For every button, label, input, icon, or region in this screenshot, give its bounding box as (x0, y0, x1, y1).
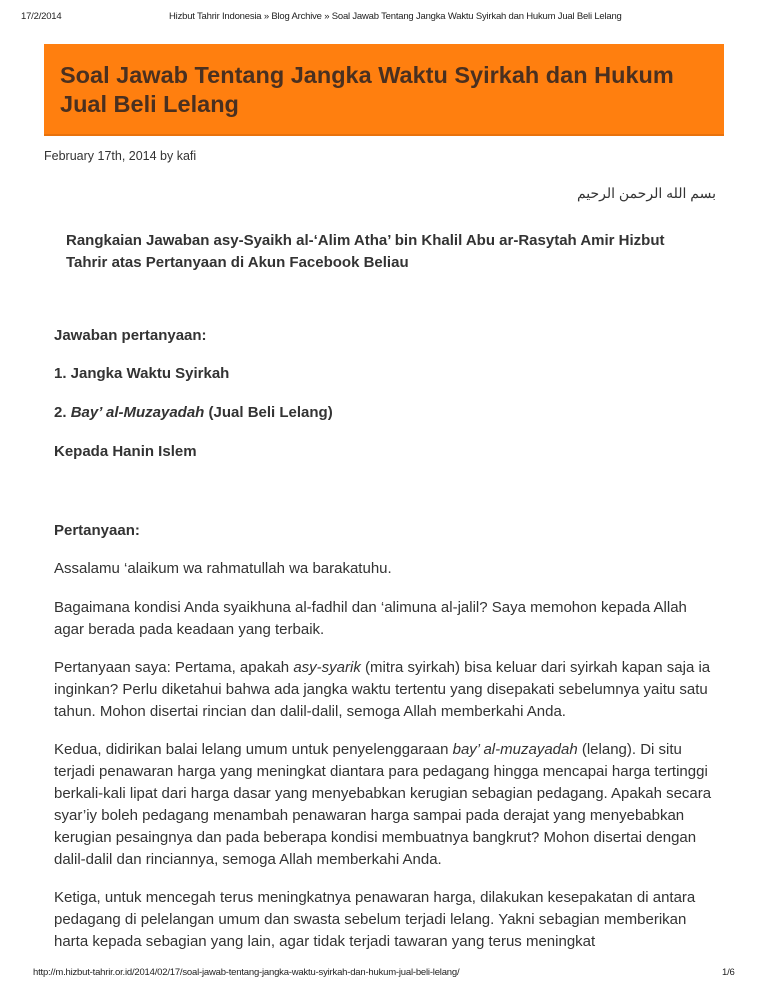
question-label: Pertanyaan: (54, 522, 140, 539)
topic-2 (54, 402, 718, 424)
topic-2-italic: Bay’ al-Muzayadah (70, 404, 205, 421)
topic-2-prefix: 2. (54, 404, 71, 421)
recipient: Kepada Hanin Islem (54, 443, 197, 460)
p4-text-b: (lelang). Di situ terjadi penawaran harga yang meningkat diantara para pedagang hingga mencapai harga tertinggi berkali-kali lipat dari harga dasar yang menyebabkan kerugian sebagian pedagang. Apakah secara syar’iy boleh pedagang menambah penawaran harga sampai pada derajat yang menyebabkan kerugian pesaingnya dan pada beberapa kondisi membuatnya bangkrut? Mohon disertai dengan dalil-dalil dan rinciannya, semoga Allah memberkahi Anda. (54, 741, 712, 868)
paragraph-4 (54, 739, 718, 871)
paragraph-3 (54, 657, 718, 723)
paragraph-5: Ketiga, untuk mencegah terus meningkatnya penawaran harga, dilakukan kesepakatan di antara pedagang di pelelangan umum dan swasta sebelum terjadi lelang. Yakni sebagian memberikan harta kepada sebagian yang lain, agar tidak terjadi tawaran yang terus meningkat (54, 889, 696, 950)
topic-2-suffix: (Jual Beli Lelang) (204, 404, 333, 421)
p3-text-a: Pertanyaan saya: Pertama, apakah (54, 659, 294, 676)
topic-1: 1. Jangka Waktu Syirkah (54, 365, 230, 382)
article-title: Soal Jawab Tentang Jangka Waktu Syirkah dan Hukum Jual Beli Lelang (60, 62, 674, 117)
answer-label: Jawaban pertanyaan: (54, 327, 207, 344)
print-url: http://m.hizbut-tahrir.or.id/2014/02/17/soal-jawab-tentang-jangka-waktu-syirkah-dan-hukum-jual-beli-lelang/ (33, 967, 460, 978)
p4-italic: bay’ al-muzayadah (452, 741, 578, 758)
p4-text-a: Kedua, didirikan balai lelang umum untuk penyelenggaraan (54, 741, 453, 758)
print-page-title: Hizbut Tahrir Indonesia » Blog Archive » Soal Jawab Tentang Jangka Waktu Syirkah dan Hukum Jual Beli Lelang (169, 11, 622, 22)
paragraph-greeting: Assalamu ‘alaikum wa rahmatullah wa barakatuhu. (54, 560, 392, 577)
p3-text-b: (mitra syirkah) bisa keluar dari syirkah kapan saja ia inginkan? Perlu diketahui bahwa ada jangka waktu tertentu yang disepakati sebelumnya yaitu satu tahun. Mohon disertai rincian dan dalil-dalil, semoga Allah memberkahi Anda. (54, 659, 711, 720)
basmalah: بسم الله الرحمن الرحيم (576, 185, 716, 201)
paragraph-2: Bagaimana kondisi Anda syaikhuna al-fadhil dan ‘alimuna al-jalil? Saya memohon kepada Allah agar berada pada keadaan yang terbaik. (54, 599, 687, 638)
p3-italic: asy-syarik (293, 659, 361, 676)
title-banner (44, 44, 724, 136)
print-date: 17/2/2014 (21, 11, 62, 22)
page-number: 1/6 (722, 967, 735, 978)
post-meta: February 17th, 2014 by kafi (44, 149, 197, 163)
intro-heading: Rangkaian Jawaban asy-Syaikh al-‘Alim Atha’ bin Khalil Abu ar-Rasytah Amir Hizbut Tahrir atas Pertanyaan di Akun Facebook Beliau (66, 232, 665, 271)
